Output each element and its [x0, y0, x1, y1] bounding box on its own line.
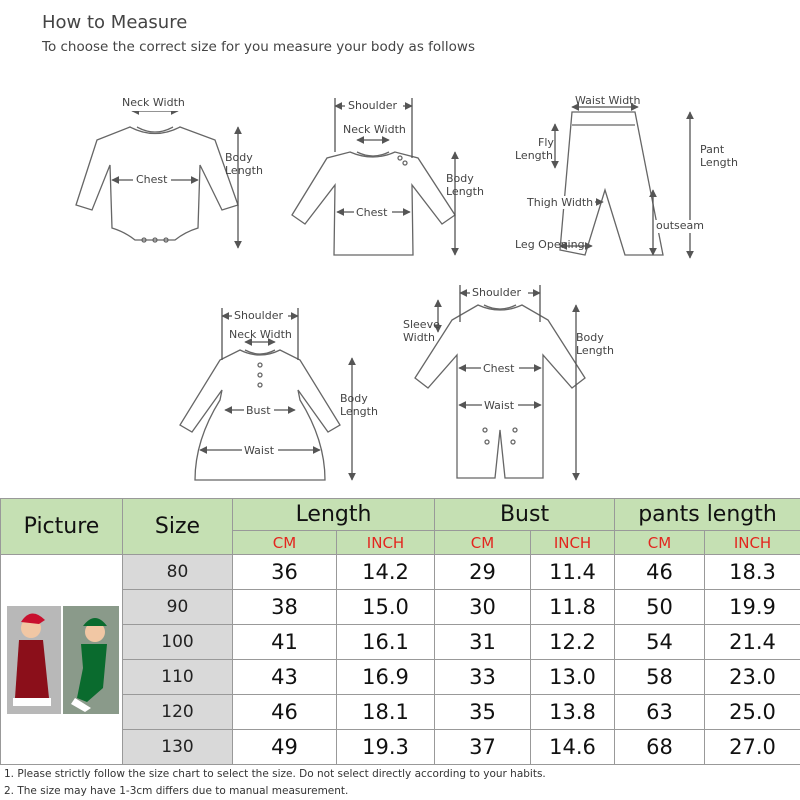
- header-length: Length: [233, 499, 435, 531]
- romper-shoulder-label: Shoulder: [472, 286, 521, 299]
- pants-outseam-label: outseam: [656, 219, 704, 232]
- top-body-label: Body: [446, 172, 474, 185]
- dress-waist-label: Waist: [244, 444, 275, 457]
- bust-inch-cell: 11.4: [531, 555, 615, 590]
- pants-diagram: [555, 107, 690, 258]
- row-size: 130: [123, 730, 233, 765]
- length-cm-cell: 49: [233, 730, 337, 765]
- header-size: Size: [123, 499, 233, 555]
- bust-cm-cell: 30: [435, 590, 531, 625]
- dress-neck-width-label: Neck Width: [229, 328, 292, 341]
- page-title: How to Measure: [42, 12, 188, 33]
- top-length-label: Length: [446, 185, 484, 198]
- top-shoulder-label: Shoulder: [348, 99, 397, 112]
- pants-cm-cell: 50: [615, 590, 705, 625]
- bust-inch-cell: 12.2: [531, 625, 615, 660]
- header: [42, 12, 475, 55]
- romper-chest-label: Chest: [483, 362, 515, 375]
- bust-cm-cell: 33: [435, 660, 531, 695]
- bodysuit-chest-label: Chest: [136, 173, 168, 186]
- pants-fly-label: Fly: [538, 136, 554, 149]
- length-inch-cell: 15.0: [337, 590, 435, 625]
- dress-body-label: Body: [340, 392, 368, 405]
- dress-bust-label: Bust: [246, 404, 271, 417]
- pants-inch-cell: 23.0: [705, 660, 800, 695]
- table-row: [1, 555, 800, 590]
- bust-inch-cell: 13.8: [531, 695, 615, 730]
- row-size: 90: [123, 590, 233, 625]
- length-cm-cell: 41: [233, 625, 337, 660]
- pants-inch-cell: 21.4: [705, 625, 800, 660]
- note-1: 1. Please strictly follow the size chart to select the size. Do not select directly according to your habits.: [4, 768, 546, 780]
- pants-leg-opening-label: Leg Opening: [515, 238, 585, 251]
- pants-cm-cell: 63: [615, 695, 705, 730]
- row-size: 80: [123, 555, 233, 590]
- bust-inch-cell: 11.8: [531, 590, 615, 625]
- romper-diagram: [415, 285, 585, 480]
- bodysuit-body-label: Body: [225, 151, 253, 164]
- unit-bust-inch: INCH: [531, 531, 615, 555]
- row-size: 110: [123, 660, 233, 695]
- length-inch-cell: 16.9: [337, 660, 435, 695]
- pants-cm-cell: 68: [615, 730, 705, 765]
- length-cm-cell: 46: [233, 695, 337, 730]
- length-inch-cell: 14.2: [337, 555, 435, 590]
- romper-length-label: Length: [576, 344, 614, 357]
- length-cm-cell: 36: [233, 555, 337, 590]
- romper-sleeve-label: Sleeve: [403, 318, 440, 331]
- pants-cm-cell: 58: [615, 660, 705, 695]
- unit-pants-inch: INCH: [705, 531, 800, 555]
- dress-shoulder-label: Shoulder: [234, 309, 283, 322]
- note-2: 2. The size may have 1-3cm differs due to manual measurement.: [4, 785, 349, 797]
- bust-inch-cell: 13.0: [531, 660, 615, 695]
- bust-cm-cell: 31: [435, 625, 531, 660]
- romper-waist-label: Waist: [484, 399, 515, 412]
- bodysuit-length-label: Length: [225, 164, 263, 177]
- bodysuit-neck-width-label: Neck Width: [122, 96, 185, 109]
- pants-thigh-width-label: Thigh Width: [527, 196, 594, 209]
- pants-inch-cell: 19.9: [705, 590, 800, 625]
- unit-length-inch: INCH: [337, 531, 435, 555]
- pants-pant-label: Pant: [700, 143, 725, 156]
- top-diagram: [292, 98, 455, 255]
- romper-width-label: Width: [403, 331, 435, 344]
- pants-cm-cell: 54: [615, 625, 705, 660]
- notes: [4, 766, 546, 800]
- romper-body-label: Body: [576, 331, 604, 344]
- unit-length-cm: CM: [233, 531, 337, 555]
- pants-cm-cell: 46: [615, 555, 705, 590]
- unit-pants-cm: CM: [615, 531, 705, 555]
- top-neck-width-label: Neck Width: [343, 123, 406, 136]
- bust-inch-cell: 14.6: [531, 730, 615, 765]
- length-inch-cell: 18.1: [337, 695, 435, 730]
- length-inch-cell: 16.1: [337, 625, 435, 660]
- measure-diagrams: [0, 80, 800, 495]
- header-bust: Bust: [435, 499, 615, 531]
- pants-inch-cell: 18.3: [705, 555, 800, 590]
- row-size: 100: [123, 625, 233, 660]
- pants-waist-width-label: Waist Width: [575, 94, 641, 107]
- diagram-svg: [0, 80, 800, 495]
- bust-cm-cell: 37: [435, 730, 531, 765]
- product-photo: [3, 598, 121, 718]
- pants-inch-cell: 27.0: [705, 730, 800, 765]
- length-inch-cell: 19.3: [337, 730, 435, 765]
- bust-cm-cell: 29: [435, 555, 531, 590]
- page-subtitle: To choose the correct size for you measure your body as follows: [42, 39, 475, 55]
- bust-cm-cell: 35: [435, 695, 531, 730]
- header-pants-length: pants length: [615, 499, 800, 531]
- row-size: 120: [123, 695, 233, 730]
- length-cm-cell: 38: [233, 590, 337, 625]
- pants-fly-length-label: Length: [515, 149, 553, 162]
- unit-bust-cm: CM: [435, 531, 531, 555]
- pants-inch-cell: 25.0: [705, 695, 800, 730]
- top-chest-label: Chest: [356, 206, 388, 219]
- pants-length-label: Length: [700, 156, 738, 169]
- product-photo-cell: [1, 555, 123, 765]
- header-picture: Picture: [1, 499, 123, 555]
- length-cm-cell: 43: [233, 660, 337, 695]
- size-chart-table: [0, 498, 800, 765]
- dress-length-label: Length: [340, 405, 378, 418]
